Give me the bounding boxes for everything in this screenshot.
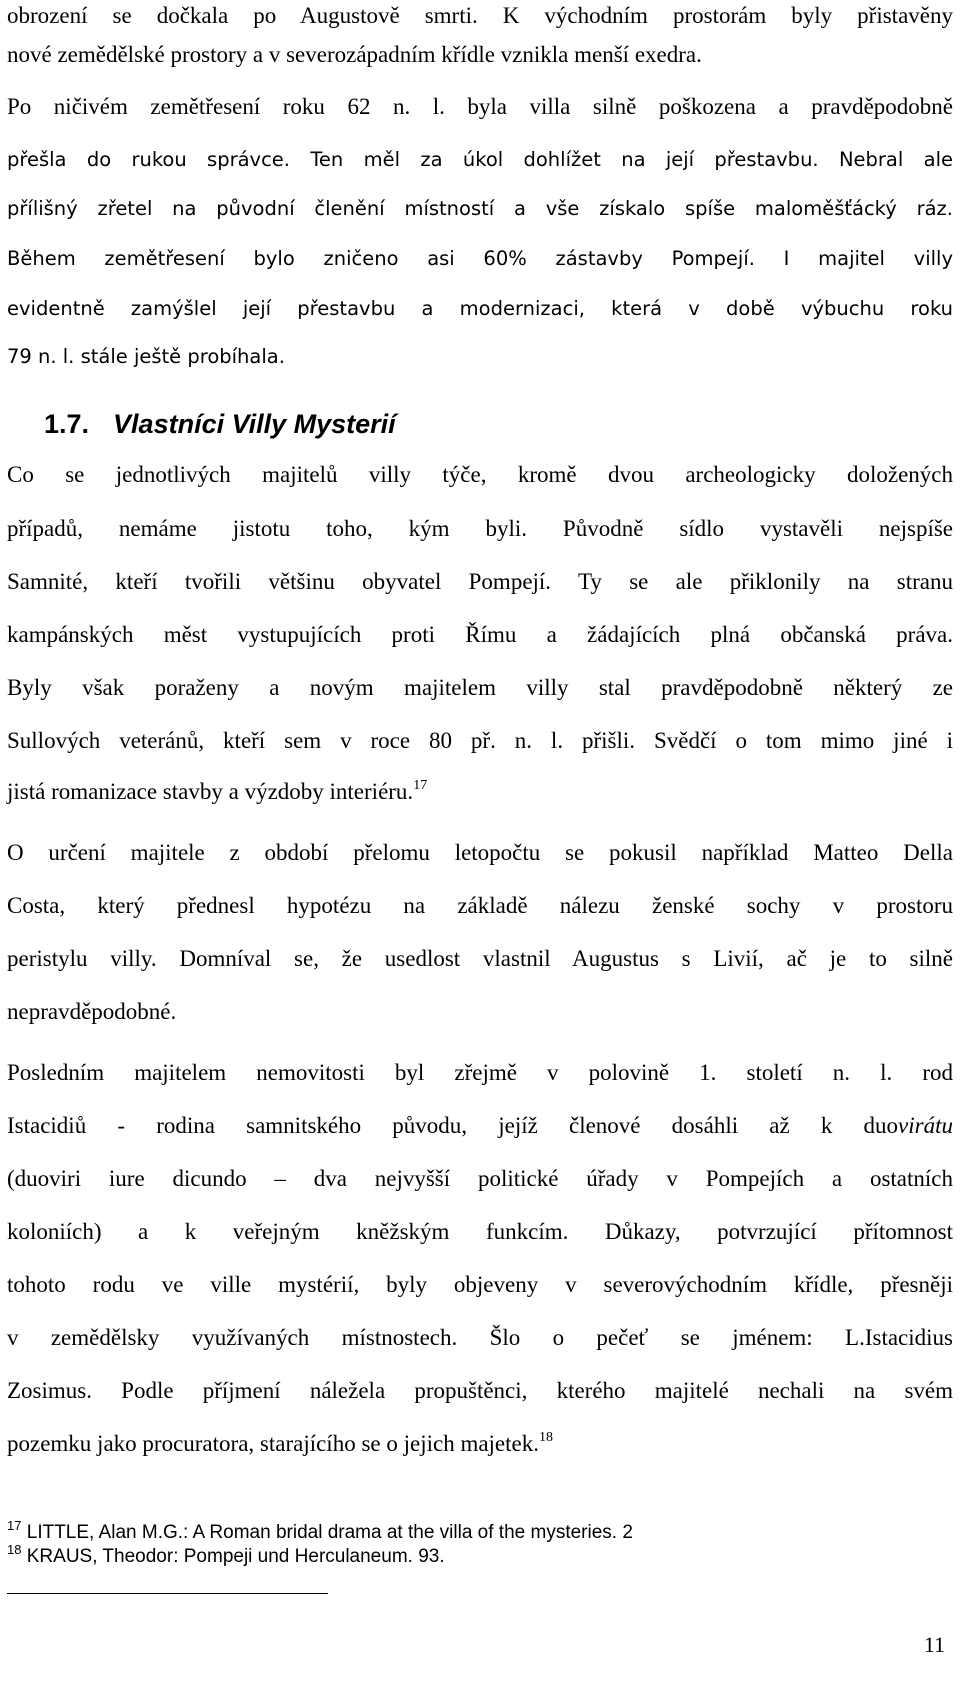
text-line: O určení majitele z období přelomu letopočtu se pokusil například Matteo Della xyxy=(7,840,953,865)
footnote-separator xyxy=(7,1593,328,1594)
footnote xyxy=(7,1542,445,1568)
footnote-text: KRAUS, Theodor: Pompeji und Herculaneum. 93. xyxy=(21,1546,445,1567)
footnote xyxy=(7,1518,633,1544)
section-title: Vlastníci Villy Mysterií xyxy=(113,409,396,439)
text-run: Istacidiů - rodina samnitského původu, jejíž členové dosáhli až k duo xyxy=(7,1113,899,1138)
text-line: nové zemědělské prostory a v severozápadním křídle vznikla menší exedra. xyxy=(7,42,702,67)
text-line: Byly však poraženy a novým majitelem villy stal pravděpodobně některý ze xyxy=(7,675,953,700)
text-line xyxy=(7,1112,953,1140)
footnote-ref: 17 xyxy=(413,778,428,793)
text-line: (duoviri iure dicundo – dva nejvyšší politické úřady v Pompejích a ostatních xyxy=(7,1166,953,1191)
footnote-number: 17 xyxy=(7,1518,22,1533)
section-number: 1.7. xyxy=(44,409,90,439)
text-line: Po ničivém zemětřesení roku 62 n. l. byla villa silně poškozena a pravděpodobně xyxy=(7,94,953,119)
text-line: koloniích) a k veřejným kněžským funkcím. Důkazy, potvrzující přítomnost xyxy=(7,1219,953,1244)
text-run: jistá romanizace stavby a výzdoby interiéru. xyxy=(7,779,414,804)
text-line: Sullových veteránů, kteří sem v roce 80 př. n. l. přišli. Svědčí o tom mimo jiné i xyxy=(7,728,953,753)
section-heading xyxy=(44,407,396,441)
text-line: přílišný zřetel na původní členění místností a vše získalo spíše maloměšťácký ráz. xyxy=(7,197,953,220)
text-line xyxy=(7,1430,953,1458)
text-line: Costa, který přednesl hypotézu na základě nálezu ženské sochy v prostoru xyxy=(7,893,953,918)
text-line: evidentně zamýšlel její přestavbu a modernizaci, která v době výbuchu roku xyxy=(7,297,953,320)
text-line: tohoto rodu ve ville mystérií, byly objeveny v severovýchodním křídle, přesněji xyxy=(7,1272,953,1297)
text-line: Samnité, kteří tvořili většinu obyvatel Pompejí. Ty se ale přiklonily na stranu xyxy=(7,569,953,594)
italic-run: virátu xyxy=(898,1113,953,1138)
footnote-ref: 18 xyxy=(539,1430,553,1445)
footnote-number: 18 xyxy=(7,1542,22,1557)
text-line: 79 n. l. stále ještě probíhala. xyxy=(7,345,285,368)
text-line xyxy=(7,778,953,806)
text-line: peristylu villy. Domníval se, že usedlost vlastnil Augustus s Livií, ač je to silně xyxy=(7,946,953,971)
text-line: v zemědělsky využívaných místnostech. Šlo o pečeť se jménem: L.Istacidius xyxy=(7,1325,953,1350)
text-line: Co se jednotlivých majitelů villy týče, kromě dvou archeologicky doložených xyxy=(7,462,953,487)
text-line: Zosimus. Podle příjmení náležela propuštěnci, kterého majitelé nechali na svém xyxy=(7,1378,953,1403)
text-run: pozemku jako procuratora, starajícího se o jejich majetek. xyxy=(7,1431,539,1456)
text-line: Během zemětřesení bylo zničeno asi 60% zástavby Pompejí. I majitel villy xyxy=(7,247,953,270)
text-line: kampánských měst vystupujících proti Římu a žádajících plná občanská práva. xyxy=(7,622,953,647)
text-line: obrození se dočkala po Augustově smrti. K východním prostorám byly přistavěny xyxy=(7,3,953,28)
page-number: 11 xyxy=(923,1632,945,1657)
text-line: nepravděpodobné. xyxy=(7,999,177,1024)
text-line: Posledním majitelem nemovitosti byl zřejmě v polovině 1. století n. l. rod xyxy=(7,1060,953,1085)
text-line: případů, nemáme jistotu toho, kým byli. Původně sídlo vystavěli nejspíše xyxy=(7,516,953,541)
text-line: přešla do rukou správce. Ten měl za úkol dohlížet na její přestavbu. Nebral ale xyxy=(7,148,953,171)
footnote-text: LITTLE, Alan M.G.: A Roman bridal drama at the villa of the mysteries. 2 xyxy=(21,1522,633,1543)
